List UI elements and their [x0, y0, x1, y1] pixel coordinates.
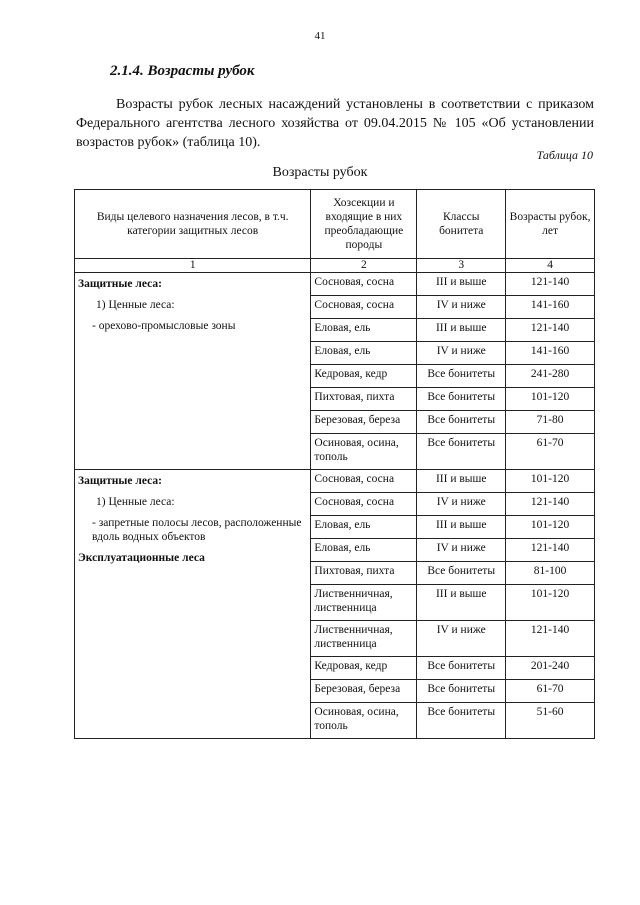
bonitet-cell: III и выше	[417, 319, 506, 342]
species-cell: Сосновая, сосна	[311, 493, 417, 516]
section-heading: 2.1.4. Возрасты рубок	[110, 63, 255, 79]
age-cell: 141-160	[506, 296, 595, 319]
age-cell: 121-140	[506, 539, 595, 562]
bonitet-cell: IV и ниже	[417, 296, 506, 319]
bonitet-cell: III и выше	[417, 470, 506, 493]
category-cell	[75, 470, 311, 739]
table-row	[75, 273, 595, 296]
table-body	[75, 273, 595, 739]
category-subtitle: 1) Ценные леса:	[96, 496, 175, 508]
age-cell: 101-120	[506, 516, 595, 539]
column-number: 4	[506, 259, 595, 273]
age-cell: 121-140	[506, 621, 595, 657]
age-cell: 121-140	[506, 493, 595, 516]
table-row	[75, 470, 595, 493]
age-cell: 201-240	[506, 657, 595, 680]
age-cell: 61-70	[506, 434, 595, 470]
species-cell: Сосновая, сосна	[311, 296, 417, 319]
category-title: Защитные леса:	[78, 475, 162, 487]
age-cell: 241-280	[506, 365, 595, 388]
species-cell: Осиновая, осина, тополь	[311, 703, 417, 739]
table-header-row	[75, 190, 595, 259]
bonitet-cell: Все бонитеты	[417, 388, 506, 411]
age-cell: 51-60	[506, 703, 595, 739]
age-cell: 121-140	[506, 273, 595, 296]
age-cell: 101-120	[506, 470, 595, 493]
species-cell: Березовая, береза	[311, 411, 417, 434]
column-number-row	[75, 259, 595, 273]
category-cell	[75, 273, 311, 470]
column-number: 2	[311, 259, 417, 273]
bonitet-cell: Все бонитеты	[417, 365, 506, 388]
category-item: - запретные полосы лесов, расположенные вдоль водных объектов	[92, 517, 302, 543]
bonitet-cell: IV и ниже	[417, 342, 506, 365]
cutting-ages-table	[74, 189, 595, 739]
bonitet-cell: Все бонитеты	[417, 411, 506, 434]
species-cell: Кедровая, кедр	[311, 657, 417, 680]
bonitet-cell: Все бонитеты	[417, 562, 506, 585]
bonitet-cell: IV и ниже	[417, 493, 506, 516]
age-cell: 101-120	[506, 585, 595, 621]
header-forest-section: Хозсекции и входящие в них преобладающие породы	[311, 190, 417, 259]
category-subtitle: 1) Ценные леса:	[96, 299, 175, 311]
age-cell: 101-120	[506, 388, 595, 411]
age-cell: 71-80	[506, 411, 595, 434]
bonitet-cell: Все бонитеты	[417, 680, 506, 703]
header-forest-purpose: Виды целевого назначения лесов, в т.ч. категории защитных лесов	[75, 190, 311, 259]
category-item: - орехово-промысловые зоны	[92, 320, 236, 332]
species-cell: Сосновая, сосна	[311, 470, 417, 493]
species-cell: Лиственничная, лиственница	[311, 585, 417, 621]
header-bonitet-class: Классы бонитета	[417, 190, 506, 259]
bonitet-cell: III и выше	[417, 516, 506, 539]
age-cell: 121-140	[506, 319, 595, 342]
age-cell: 141-160	[506, 342, 595, 365]
category-title: Эксплуатационные леса	[78, 552, 205, 564]
species-cell: Еловая, ель	[311, 319, 417, 342]
species-cell: Осиновая, осина, тополь	[311, 434, 417, 470]
bonitet-cell: IV и ниже	[417, 539, 506, 562]
species-cell: Еловая, ель	[311, 516, 417, 539]
page-number: 41	[314, 30, 326, 42]
bonitet-cell: Все бонитеты	[417, 657, 506, 680]
column-number: 3	[417, 259, 506, 273]
age-cell: 81-100	[506, 562, 595, 585]
species-cell: Кедровая, кедр	[311, 365, 417, 388]
column-number: 1	[75, 259, 311, 273]
bonitet-cell: III и выше	[417, 585, 506, 621]
species-cell: Березовая, береза	[311, 680, 417, 703]
species-cell: Еловая, ель	[311, 539, 417, 562]
intro-paragraph: Возрасты рубок лесных насаждений установлены в соответствии с приказом Федерального агентства лесного хозяйства от 09.04.2015 № 105 «Об установлении возрастов рубок» (таблица 10).	[76, 97, 594, 150]
species-cell: Пихтовая, пихта	[311, 388, 417, 411]
bonitet-cell: IV и ниже	[417, 621, 506, 657]
species-cell: Лиственничная, лиственница	[311, 621, 417, 657]
bonitet-cell: III и выше	[417, 273, 506, 296]
table-title: Возрасты рубок	[272, 165, 368, 180]
age-cell: 61-70	[506, 680, 595, 703]
bonitet-cell: Все бонитеты	[417, 434, 506, 470]
table-tag: Таблица 10	[536, 148, 593, 162]
bonitet-cell: Все бонитеты	[417, 703, 506, 739]
category-title: Защитные леса:	[78, 278, 162, 290]
species-cell: Еловая, ель	[311, 342, 417, 365]
species-cell: Сосновая, сосна	[311, 273, 417, 296]
header-cutting-age: Возрасты рубок, лет	[506, 190, 595, 259]
species-cell: Пихтовая, пихта	[311, 562, 417, 585]
